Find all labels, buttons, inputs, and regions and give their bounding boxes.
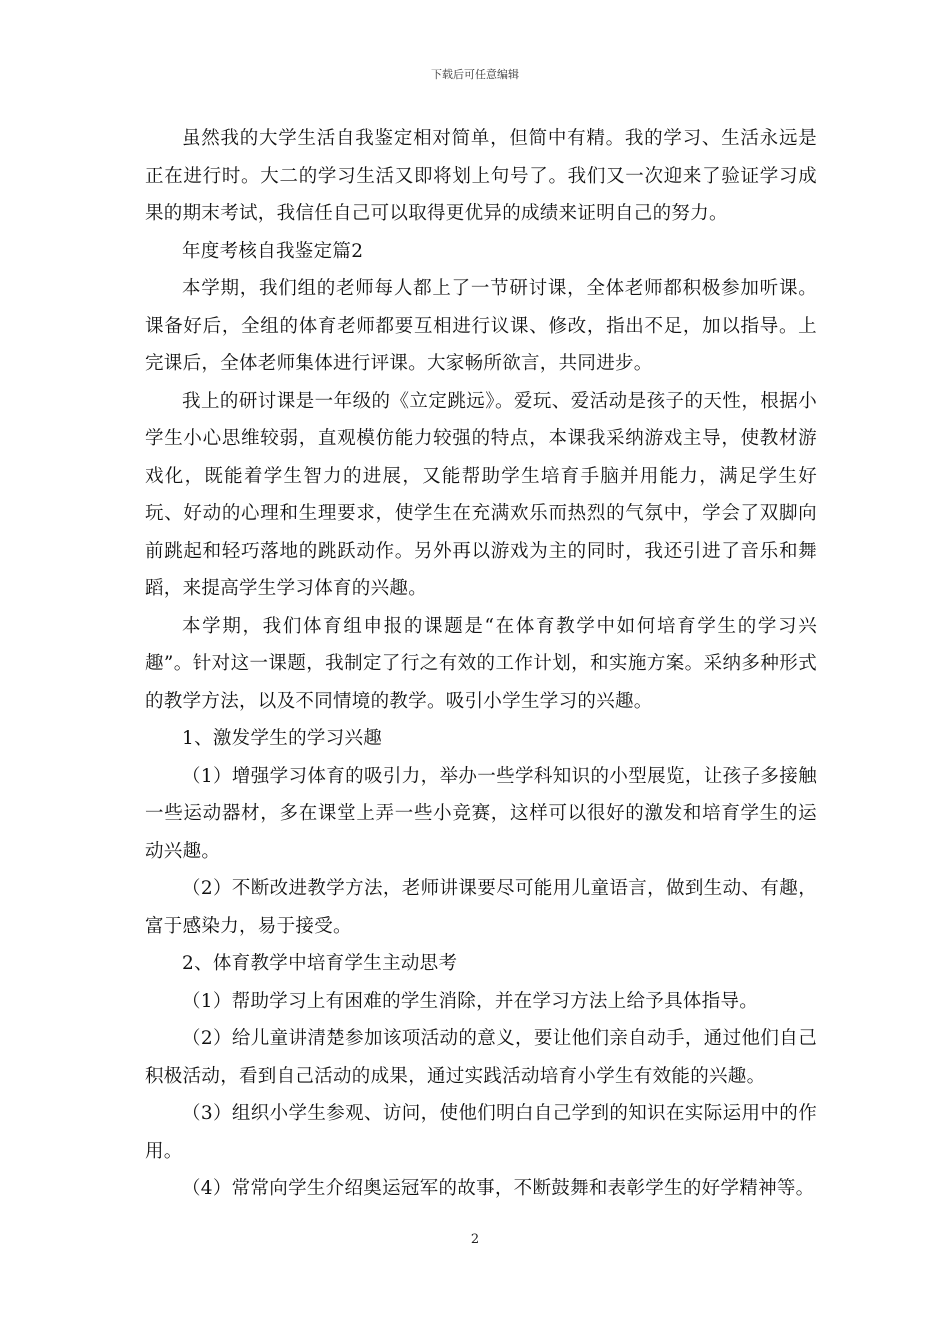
paragraph-research-topic: 本学期，我们体育组申报的课题是“在体育教学中如何培育学生的学习兴趣”。针对这一课题，我制定了行之有效的工作计划，和实施方案。采纳多种形式的教学方法，以及不同情境的教学。吸引小学生学习的兴趣。 (145, 615, 817, 712)
paragraph-research-class: 本学期，我们组的老师每人都上了一节研讨课，全体老师都积极参加听课。课备好后，全组的体育老师都要互相进行议课、修改，指出不足，加以指导。上完课后，全体老师集体进行评课。大家畅所欲言，共同进步。 (145, 278, 817, 374)
list-item-2-2: （2）给儿童讲清楚参加该项活动的意义，要让他们亲自动手，通过他们自己积极活动，看到自己活动的成果，通过实践活动培育小学生有效能的兴趣。 (145, 1028, 817, 1087)
list-item-2-3: （3）组织小学生参观、访问，使他们明白自己学到的知识在实际运用中的作用。 (145, 1103, 817, 1162)
list-item-2-4: （4）常常向学生介绍奥运冠军的故事，不断鼓舞和表彰学生的好学精神等。 (182, 1178, 815, 1199)
paragraph-long-jump: 我上的研讨课是一年级的《立定跳远》。爱玩、爱活动是孩子的天性，根据小学生小心思维较弱，直观模仿能力较强的特点，本课我采纳游戏主导，使教材游戏化，既能着学生智力的进展，又能帮助学生培育手脑并用能力，满足学生好玩、好动的心理和生理要求，使学生在充满欢乐而热烈的气氛中，学会了双脚向前跳起和轻巧落地的跳跃动作。另外再以游戏为主的同时，我还引进了音乐和舞蹈，来提高学生学习体育的兴趣。 (145, 390, 817, 599)
section-heading: 年度考核自我鉴定篇2 (182, 240, 364, 262)
list-item-1-2: （2）不断改进教学方法，老师讲课要尽可能用儿童语言，做到生动、有趣，富于感染力，易于接受。 (145, 878, 817, 937)
document-body (145, 120, 817, 1208)
paragraph-summary: 虽然我的大学生活自我鉴定相对简单，但简中有精。我的学习、生活永远是正在进行时。大二的学习生活又即将划上句号了。我们又一次迎来了验证学习成果的期末考试，我信任自己可以取得更优异的成绩来证明自己的努力。 (145, 128, 817, 224)
list-item-1-1: （1）增强学习体育的吸引力，举办一些学科知识的小型展览，让孩子多接触一些运动器材，多在课堂上弄一些小竞赛，这样可以很好的激发和培育学生的运动兴趣。 (145, 765, 817, 862)
page-header-note: 下载后可任意编辑 (431, 68, 519, 81)
list-heading-2: 2、体育教学中培育学生主动思考 (182, 953, 458, 974)
list-item-2-1: （1）帮助学习上有困难的学生消除，并在学习方法上给予具体指导。 (182, 990, 759, 1012)
page-number: 2 (470, 1232, 480, 1247)
list-heading-1: 1、激发学生的学习兴趣 (182, 728, 383, 749)
